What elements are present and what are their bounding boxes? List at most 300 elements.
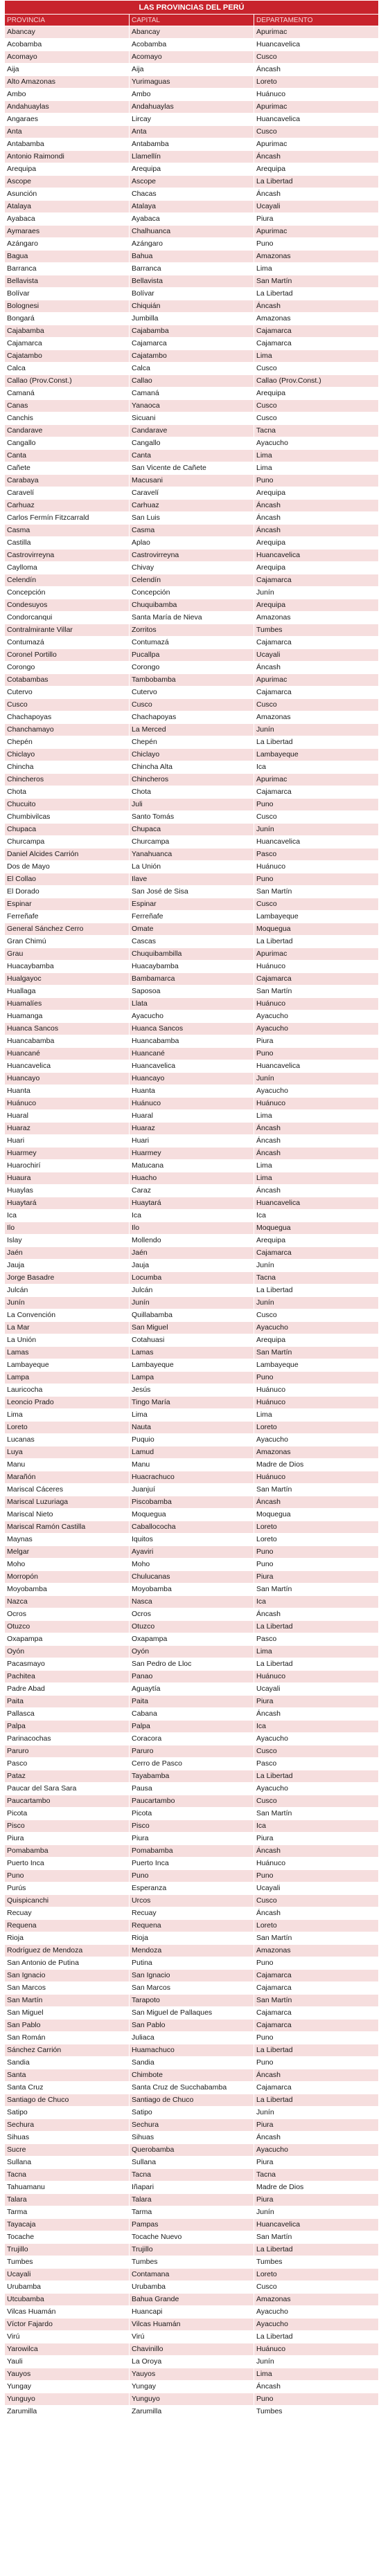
departamento-cell: Arequipa (254, 487, 379, 500)
table-row (5, 936, 379, 948)
capital-cell: Urcos (130, 1895, 254, 1907)
table-row (5, 1596, 379, 1608)
departamento-cell: Áncash (254, 1123, 379, 1135)
provincia-cell: Sihuas (5, 2132, 130, 2144)
table-row (5, 51, 379, 64)
capital-cell: Huanta (130, 1085, 254, 1098)
provincia-cell: Canas (5, 400, 130, 412)
departamento-cell: Amazonas (254, 313, 379, 325)
table-row (5, 2007, 379, 2020)
provincia-cell: Huancabamba (5, 1035, 130, 1048)
provincia-cell: Tumbes (5, 2256, 130, 2269)
provincia-cell: Huaylas (5, 1185, 130, 1197)
capital-cell: La Merced (130, 724, 254, 736)
table-row (5, 2044, 379, 2057)
departamento-cell: San Martín (254, 2231, 379, 2244)
departamento-cell: Junín (254, 1260, 379, 1272)
table-row (5, 263, 379, 275)
capital-cell: Lircay (130, 114, 254, 126)
provincia-cell: Cusco (5, 699, 130, 711)
provincia-cell: Paita (5, 1696, 130, 1708)
capital-cell: Huancapi (130, 2306, 254, 2319)
provincia-cell: Oxapampa (5, 1633, 130, 1646)
capital-cell: San Miguel (130, 1322, 254, 1334)
provincia-cell: Corongo (5, 662, 130, 674)
departamento-cell: Cajamarca (254, 2020, 379, 2032)
table-row (5, 861, 379, 873)
departamento-cell: Áncash (254, 151, 379, 163)
table-row (5, 824, 379, 836)
departamento-cell: Arequipa (254, 599, 379, 612)
table-row (5, 1982, 379, 1995)
capital-cell: Lamud (130, 1446, 254, 1459)
capital-cell: Tumbes (130, 2256, 254, 2269)
provincia-cell: La Unión (5, 1334, 130, 1347)
table-row (5, 201, 379, 213)
provincia-cell: Pallasca (5, 1708, 130, 1721)
departamento-cell: Junín (254, 724, 379, 736)
provincia-cell: Carabaya (5, 475, 130, 487)
provincia-cell: Bolognesi (5, 300, 130, 313)
provincia-cell: Ocros (5, 1608, 130, 1621)
departamento-cell: Lima (254, 350, 379, 363)
departamento-cell: Piura (254, 2157, 379, 2169)
provincia-cell: Manu (5, 1459, 130, 1471)
provincia-cell: Huaral (5, 1110, 130, 1123)
capital-cell: Saposoa (130, 986, 254, 998)
capital-cell: Contumazá (130, 637, 254, 649)
capital-cell: Bellavista (130, 275, 254, 288)
provincia-cell: Talara (5, 2194, 130, 2206)
capital-cell: Ayabaca (130, 213, 254, 226)
table-row (5, 1459, 379, 1471)
departamento-cell: Arequipa (254, 562, 379, 574)
table-row (5, 251, 379, 263)
departamento-cell: Puno (254, 1957, 379, 1970)
capital-cell: Chupaca (130, 824, 254, 836)
table-row (5, 761, 379, 774)
table-row (5, 687, 379, 699)
departamento-cell: Cajamarca (254, 973, 379, 986)
provincia-cell: Espinar (5, 898, 130, 911)
table-row (5, 1509, 379, 1521)
capital-cell: Moho (130, 1559, 254, 1571)
departamento-cell: San Martín (254, 986, 379, 998)
table-row (5, 2294, 379, 2306)
capital-cell: Otuzco (130, 1621, 254, 1633)
departamento-cell: Puno (254, 2057, 379, 2069)
departamento-cell: Cusco (254, 2281, 379, 2294)
provincia-cell: Utcubamba (5, 2294, 130, 2306)
provincia-cell: Maynas (5, 1534, 130, 1546)
provincia-cell: Huallaga (5, 986, 130, 998)
departamento-cell: Arequipa (254, 1235, 379, 1247)
capital-cell: Locumba (130, 1272, 254, 1285)
provincia-cell: San Román (5, 2032, 130, 2044)
table-row (5, 1758, 379, 1770)
capital-cell: Cutervo (130, 687, 254, 699)
capital-cell: Sihuas (130, 2132, 254, 2144)
departamento-cell: Arequipa (254, 1334, 379, 1347)
departamento-cell: Ayacucho (254, 2144, 379, 2157)
provincia-cell: Padre Abad (5, 1683, 130, 1696)
table-row (5, 986, 379, 998)
capital-cell: Paruro (130, 1745, 254, 1758)
table-row (5, 749, 379, 761)
capital-cell: Huaraz (130, 1123, 254, 1135)
departamento-cell: Tacna (254, 2169, 379, 2182)
table-row (5, 724, 379, 736)
provincia-cell: El Collao (5, 873, 130, 886)
departamento-cell: Huancavelica (254, 39, 379, 51)
table-row (5, 2306, 379, 2319)
departamento-cell: Ayacucho (254, 1783, 379, 1795)
capital-cell: Chota (130, 786, 254, 799)
capital-cell: Matucana (130, 1160, 254, 1172)
provincia-cell: Huánuco (5, 1098, 130, 1110)
departamento-cell: Huancavelica (254, 114, 379, 126)
table-row (5, 1035, 379, 1048)
provincia-cell: Luya (5, 1446, 130, 1459)
departamento-cell: Huánuco (254, 89, 379, 101)
capital-cell: Pampas (130, 2219, 254, 2231)
provincia-cell: Lima (5, 1409, 130, 1422)
capital-cell: Huarmey (130, 1148, 254, 1160)
capital-cell: Abancay (130, 26, 254, 39)
provincia-cell: Tahuamanu (5, 2182, 130, 2194)
table-row (5, 923, 379, 936)
capital-cell: Acobamba (130, 39, 254, 51)
capital-cell: Chachapoyas (130, 711, 254, 724)
departamento-cell: La Libertad (254, 736, 379, 749)
departamento-cell: Lima (254, 1110, 379, 1123)
provincia-cell: Aymaraes (5, 226, 130, 238)
table-row (5, 1123, 379, 1135)
departamento-cell: Cajamarca (254, 687, 379, 699)
departamento-cell: Cusco (254, 699, 379, 711)
capital-cell: Tambobamba (130, 674, 254, 687)
table-row (5, 550, 379, 562)
capital-cell: Cajamarca (130, 338, 254, 350)
capital-cell: Aguaytía (130, 1683, 254, 1696)
capital-cell: Manu (130, 1459, 254, 1471)
provincia-cell: Lambayeque (5, 1359, 130, 1372)
provincia-cell: Pasco (5, 1758, 130, 1770)
capital-cell: San Luis (130, 512, 254, 525)
table-row (5, 1820, 379, 1833)
table-row (5, 2393, 379, 2406)
departamento-cell: Apurimac (254, 138, 379, 151)
table-row (5, 338, 379, 350)
provincia-cell: Sucre (5, 2144, 130, 2157)
provincia-cell: Vilcas Huamán (5, 2306, 130, 2319)
table-row (5, 2032, 379, 2044)
provincia-cell: Condorcanqui (5, 612, 130, 624)
capital-cell: Pomabamba (130, 1845, 254, 1858)
provincia-cell: Rioja (5, 1932, 130, 1945)
table-row (5, 412, 379, 425)
provincia-cell: Chiclayo (5, 749, 130, 761)
capital-cell: Sullana (130, 2157, 254, 2169)
departamento-cell: Lambayeque (254, 1359, 379, 1372)
table-row (5, 587, 379, 599)
provincia-cell: Morropón (5, 1571, 130, 1584)
departamento-cell: Moquegua (254, 1509, 379, 1521)
capital-cell: Huancayo (130, 1073, 254, 1085)
capital-cell: Chacas (130, 188, 254, 201)
provinces-table (4, 0, 379, 2418)
table-row (5, 886, 379, 898)
table-row (5, 213, 379, 226)
departamento-cell: Puno (254, 1048, 379, 1060)
provincia-cell: Leoncio Prado (5, 1397, 130, 1409)
table-row (5, 176, 379, 188)
departamento-cell: Huánuco (254, 961, 379, 973)
departamento-cell: Ucayali (254, 1883, 379, 1895)
capital-cell: Moquegua (130, 1509, 254, 1521)
provincia-cell: Jorge Basadre (5, 1272, 130, 1285)
provincia-cell: Yauyos (5, 2368, 130, 2381)
departamento-cell: Ayacucho (254, 437, 379, 450)
table-row (5, 774, 379, 786)
departamento-cell: Amazonas (254, 1945, 379, 1957)
table-row (5, 388, 379, 400)
table-row (5, 2381, 379, 2393)
capital-cell: San Pedro de Lloc (130, 1658, 254, 1671)
capital-cell: Tayabamba (130, 1770, 254, 1783)
provincia-cell: Puno (5, 1870, 130, 1883)
departamento-cell: Huánuco (254, 1671, 379, 1683)
capital-cell: Coracora (130, 1733, 254, 1745)
provincia-cell: Arequipa (5, 163, 130, 176)
departamento-cell: Lambayeque (254, 749, 379, 761)
departamento-cell: Huancavelica (254, 836, 379, 849)
provincia-cell: Pisco (5, 1820, 130, 1833)
capital-cell: Juanjuí (130, 1484, 254, 1496)
table-row (5, 2331, 379, 2343)
departamento-cell: Huánuco (254, 1098, 379, 1110)
provincia-cell: Lamas (5, 1347, 130, 1359)
table-row (5, 114, 379, 126)
provincia-cell: Chupaca (5, 824, 130, 836)
capital-cell: Calca (130, 363, 254, 375)
capital-cell: Iquitos (130, 1534, 254, 1546)
table-row (5, 2144, 379, 2157)
departamento-cell: Apurimac (254, 948, 379, 961)
capital-cell: Aplao (130, 537, 254, 550)
provincia-cell: Contralmirante Villar (5, 624, 130, 637)
table-row (5, 1833, 379, 1845)
departamento-cell: Puno (254, 799, 379, 811)
table-row (5, 1546, 379, 1559)
provincia-cell: Pacasmayo (5, 1658, 130, 1671)
provincia-cell: Mariscal Nieto (5, 1509, 130, 1521)
provincia-cell: Camaná (5, 388, 130, 400)
provincia-cell: Celendín (5, 574, 130, 587)
capital-cell: Moyobamba (130, 1584, 254, 1596)
capital-cell: Nasca (130, 1596, 254, 1608)
capital-cell: Oyón (130, 1646, 254, 1658)
provincia-cell: Yarowilca (5, 2343, 130, 2356)
capital-cell: Candarave (130, 425, 254, 437)
departamento-cell: Huancavelica (254, 1197, 379, 1210)
table-row (5, 2132, 379, 2144)
table-row (5, 1521, 379, 1534)
table-row (5, 1110, 379, 1123)
provincia-cell: San Martín (5, 1995, 130, 2007)
table-row (5, 849, 379, 861)
provincia-cell: Condesuyos (5, 599, 130, 612)
table-row (5, 1484, 379, 1496)
provincia-cell: Acobamba (5, 39, 130, 51)
table-row (5, 1907, 379, 1920)
departamento-cell: Huánuco (254, 998, 379, 1010)
provincia-cell: Huanca Sancos (5, 1023, 130, 1035)
provincia-cell: Dos de Mayo (5, 861, 130, 873)
provincia-cell: Hualgayoc (5, 973, 130, 986)
capital-cell: Vilcas Huamán (130, 2319, 254, 2331)
capital-cell: Cusco (130, 699, 254, 711)
provincia-cell: Bagua (5, 251, 130, 263)
departamento-cell: Ica (254, 1820, 379, 1833)
provincia-cell: Tayacaja (5, 2219, 130, 2231)
capital-cell: Jauja (130, 1260, 254, 1272)
table-row (5, 1808, 379, 1820)
capital-cell: Zorritos (130, 624, 254, 637)
table-row (5, 313, 379, 325)
capital-cell: Camaná (130, 388, 254, 400)
provincia-cell: Cañete (5, 462, 130, 475)
table-row (5, 1496, 379, 1509)
departamento-cell: Ucayali (254, 201, 379, 213)
capital-cell: Quillabamba (130, 1309, 254, 1322)
departamento-cell: Ayacucho (254, 2319, 379, 2331)
departamento-cell: Ayacucho (254, 2306, 379, 2319)
departamento-cell: Cusco (254, 126, 379, 138)
departamento-cell: Tumbes (254, 2256, 379, 2269)
capital-cell: Huacho (130, 1172, 254, 1185)
capital-cell: Concepción (130, 587, 254, 599)
departamento-cell: Áncash (254, 1708, 379, 1721)
provincia-cell: Moyobamba (5, 1584, 130, 1596)
capital-cell: Zarumilla (130, 2406, 254, 2418)
capital-cell: Huari (130, 1135, 254, 1148)
table-row (5, 450, 379, 462)
capital-cell: Carhuaz (130, 500, 254, 512)
provincia-cell: Concepción (5, 587, 130, 599)
table-row (5, 799, 379, 811)
provincia-cell: Angaraes (5, 114, 130, 126)
capital-cell: Llata (130, 998, 254, 1010)
table-row (5, 1608, 379, 1621)
table-row (5, 637, 379, 649)
capital-cell: Chavinillo (130, 2343, 254, 2356)
departamento-cell: San Martín (254, 1932, 379, 1945)
table-row (5, 649, 379, 662)
table-row (5, 325, 379, 338)
capital-cell: Piura (130, 1833, 254, 1845)
capital-cell: Tocache Nuevo (130, 2231, 254, 2244)
provincia-cell: Sechura (5, 2119, 130, 2132)
departamento-cell: Amazonas (254, 1446, 379, 1459)
provincia-cell: Daniel Alcides Carrión (5, 849, 130, 861)
capital-cell: Paita (130, 1696, 254, 1708)
capital-cell: Huaral (130, 1110, 254, 1123)
table-row (5, 1272, 379, 1285)
provincia-cell: Sandia (5, 2057, 130, 2069)
capital-cell: Caravelí (130, 487, 254, 500)
provincia-cell: Chepén (5, 736, 130, 749)
table-row (5, 1571, 379, 1584)
table-row (5, 537, 379, 550)
departamento-cell: La Libertad (254, 1621, 379, 1633)
table-row (5, 1073, 379, 1085)
provincia-cell: Castilla (5, 537, 130, 550)
table-row (5, 961, 379, 973)
table-row (5, 1397, 379, 1409)
table-row (5, 275, 379, 288)
table-row (5, 1845, 379, 1858)
departamento-cell: Amazonas (254, 251, 379, 263)
provincia-cell: Huamanga (5, 1010, 130, 1023)
provincia-cell: Candarave (5, 425, 130, 437)
departamento-cell: Amazonas (254, 711, 379, 724)
provincia-cell: Caylloma (5, 562, 130, 574)
departamento-cell: La Libertad (254, 2094, 379, 2107)
provincia-cell: Cutervo (5, 687, 130, 699)
capital-cell: Celendín (130, 574, 254, 587)
provincia-cell: Yauli (5, 2356, 130, 2368)
departamento-cell: La Libertad (254, 1770, 379, 1783)
column-header-capital: CAPITAL (130, 15, 254, 26)
departamento-cell: Ayacucho (254, 1733, 379, 1745)
departamento-cell: Junín (254, 1073, 379, 1085)
departamento-cell: Huánuco (254, 1471, 379, 1484)
departamento-cell: Huánuco (254, 861, 379, 873)
capital-cell: Yanahuanca (130, 849, 254, 861)
table-row (5, 300, 379, 313)
departamento-cell: San Martín (254, 1347, 379, 1359)
capital-cell: Andahuaylas (130, 101, 254, 114)
table-row (5, 1322, 379, 1334)
provincia-cell: Mariscal Luzuriaga (5, 1496, 130, 1509)
table-row (5, 2020, 379, 2032)
provincia-cell: Huarochirí (5, 1160, 130, 1172)
departamento-cell: Áncash (254, 64, 379, 76)
table-row (5, 1148, 379, 1160)
departamento-cell: Puno (254, 1870, 379, 1883)
table-row (5, 1646, 379, 1658)
capital-cell: Cotahuasi (130, 1334, 254, 1347)
departamento-cell: Pasco (254, 1633, 379, 1646)
provincia-cell: Cajamarca (5, 338, 130, 350)
departamento-cell: Amazonas (254, 612, 379, 624)
table-row (5, 1197, 379, 1210)
departamento-cell: San Martín (254, 275, 379, 288)
provincia-cell: Víctor Fajardo (5, 2319, 130, 2331)
table-header-row (5, 15, 379, 26)
capital-cell: Ocros (130, 1608, 254, 1621)
capital-cell: Jumbilla (130, 313, 254, 325)
departamento-cell: Junín (254, 1297, 379, 1309)
departamento-cell: Cusco (254, 1895, 379, 1907)
capital-cell: Canta (130, 450, 254, 462)
departamento-cell: Lima (254, 1172, 379, 1185)
provincia-cell: Acomayo (5, 51, 130, 64)
table-row (5, 1160, 379, 1172)
capital-cell: Virú (130, 2331, 254, 2343)
table-row (5, 1235, 379, 1247)
